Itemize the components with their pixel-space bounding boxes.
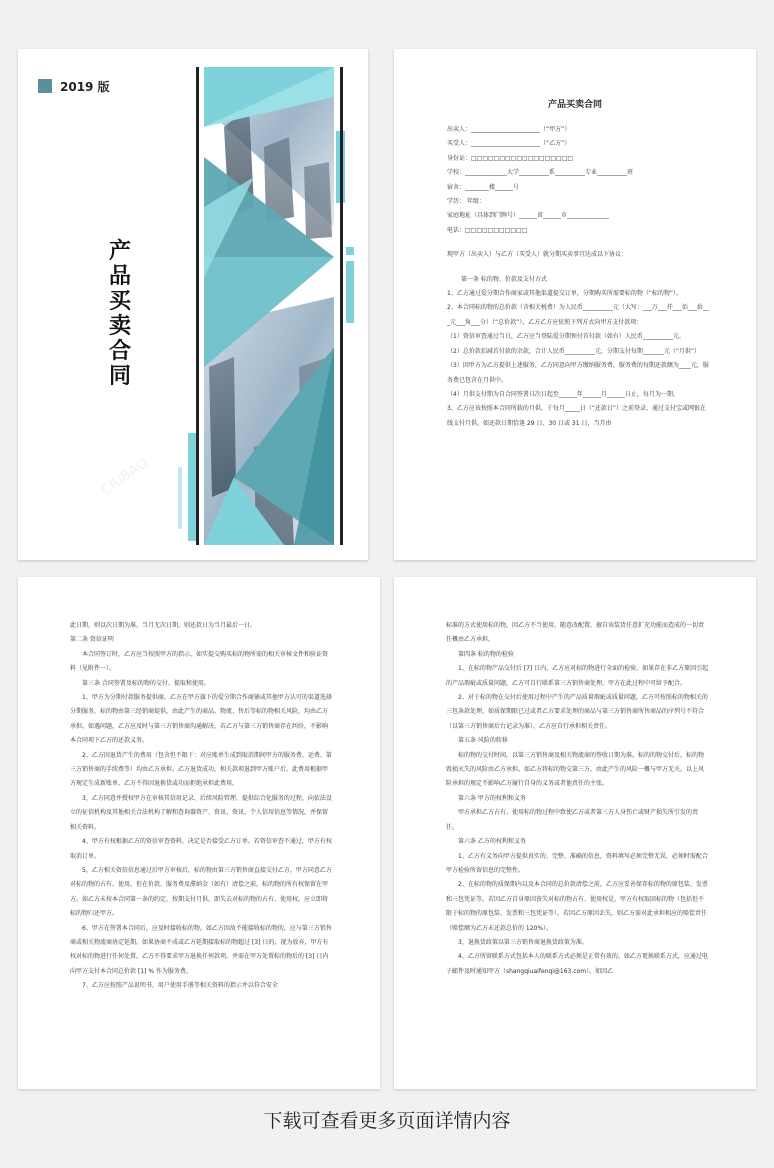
article-heading: 第一条 标的物、价款及支付方式 <box>461 275 547 283</box>
agreement-intro: 现甲方（出卖人）与乙方（买受人）就分期买卖事宜达成以下协议： <box>447 251 628 259</box>
clause-text: 3、乙方同意并授权甲方在审核其信用记录、后续风险管理、提供综合化服务的过程，向依法设立的征信机构及其他相关合法机构了解和查询器资产、资讯、资讯、个人信用信息等情况，并保留相关资料。 <box>70 794 332 831</box>
clause-text: （4）月供支付期为自合同签署日次日起至______年______月______日止，每月为一期。 <box>447 390 679 398</box>
buyer-line: 买受人：_______________________（“乙方”） <box>447 140 571 148</box>
school-line: 学校：______________大学__________系__________专业__________班 <box>447 169 634 177</box>
contract-page-3[interactable] <box>394 577 756 1089</box>
clause-text: （3）因甲方为乙方提供上述服务，乙方同意向甲方缴纳服务费，服务费的每期还款额为____元，服务费已包含在月供中。 <box>447 362 709 384</box>
download-more-caption[interactable]: 下载可查看更多页面详情内容 <box>263 1110 511 1132</box>
education-line: 学历： 年级： <box>447 198 485 206</box>
clause-text: 2、在标的物的质保期内以及本合同的总价款清偿之前，乙方应妥善保存标的物的原包装、发票和三包凭证等。若因乙方自身原因丧失对标的物占有、使用权是，甲方有权取回标的物（包括但不限于标的物的原包装、发票和三包凭证等）。若因乙方原因丢失，则乙方需对此承担相应的赔偿责任（赔偿额为乙方未还款总价的 120%）。 <box>446 881 708 932</box>
watermark: CRIBAO <box>98 455 152 499</box>
phone-line: 电话：□□□□□□□□□□□ <box>447 226 528 234</box>
contract-title: 产品买卖合同 <box>547 100 602 110</box>
clause-text: 1、在标的物产品交付后 [7] 日内，乙方应对标的物进行全面的检验，如果存在非乙方原因引起的产品瑕疵或质量问题，乙方可自行联系第三方销售商处理，甲方在此过程中可给予配合。 <box>446 665 709 687</box>
decor-bar <box>178 467 182 529</box>
article-heading: 第二条 资信证明 <box>70 636 114 644</box>
contract-body <box>447 123 709 431</box>
article-heading: 第五条 风险的转移 <box>458 737 508 745</box>
clause-text: 本合同签订时，乙方应当按照甲方的指示，如实提交购买标的物所需的相关审核文件和验证资料（见附件一）。 <box>70 650 329 673</box>
contract-page-2[interactable] <box>18 577 380 1089</box>
clause-text: 1、乙方有义务向甲方提供真实的、完整、准确的信息，资料填写必须完整无误，必须时需配合甲方检验所留信息的完整性。 <box>446 852 708 874</box>
clause-text: 4、乙方所留联系方式包括本人的联系方式必须是正常有效的。如乙方更换联系方式，应通过电子邮件及时通知甲方（shangqiuaifenqi@163.com）。如因乙 <box>446 953 708 975</box>
clause-text: 3、退换货政策以第三方销售商退换货政策为准。 <box>458 938 588 946</box>
clause-text: 此日期，则以次日期为准，当月无次日期，则还款日为当月最后一日。 <box>70 622 257 629</box>
clause-text: 4、甲方有权根据乙方的资信审查资料，决定是否接受乙方订单。若资信审查不通过，甲方有权取消订单。 <box>70 838 332 860</box>
clause-text: 1、甲方为分期付款服务提供商。乙方在甲方旗下的爱分期合作商铺或其他甲方认可的渠道选择分期服务，标的物由第三经销商提供，由此产生的商品、物流、售后等标的物相关风险，均由乙方承担。如遇问题，乙方应及时与第三方销售商沟通解决。若乙方与第三方销售商存在纠纷，不影响本合同项下乙方的还款义务。 <box>70 694 332 745</box>
id-line: 身份证：□□□□□□□□□□□□□□□□□□ <box>447 154 574 162</box>
address-line: 家庭地址（具体到门牌号）______省______市______________ <box>447 212 610 220</box>
clause-text: 1、乙方通过爱分期合作商家或其他渠道提交订单，分期购买所需要标的物（“标的物”）。 <box>447 290 683 298</box>
clause-text: （2）总价款扣减首付款的余款，合计人民币__________元，分期支付每期_______元（“月供”） <box>447 347 701 355</box>
dorm-line: 宿舍：________楼______号 <box>447 183 520 191</box>
clause-text: 3、乙方应该按照本合同所载的月供，于每月_____日（“还款日”）之前登录，通过支付宝或网银在线支付月供。如还款日期恰逢 29 日、30 日或 31 日，当月由 <box>447 405 707 427</box>
cover-edition-label: 2019 版 <box>60 80 110 94</box>
clause-text: 2、乙方因退货产生的费用（包含但不限于：对应账单生成到取消期间甲方的服务费、运费、第三方销售商的手续费等）均由乙方承担。乙方退货成功，相关款项退到甲方账户后，此费用根据甲方规定生成新账单，乙方不得因退换货或功而拒绝承担此费用。 <box>70 751 332 788</box>
clause-text: 标的物的交付时间，以第三方销售商及相关物流商的签收日期为准。标的的物交付后，标的物毁损灭失的风险由乙方承担。如乙方将标的物交第三方，由此产生的风险一概与甲方无关，以上风险承担的规定不影响乙方履行自身的义务或者他责任的主张。 <box>446 751 705 788</box>
cover-title: 产品买卖合同 <box>108 239 131 389</box>
clause-text: 7、乙方应按照产品说明书、用户使用手册等相关资料的指示并以符合安全 <box>82 982 278 990</box>
clause-text: 2、对于标的物在交付后使用过程中产生的产品质量瑕疵或质量问题，乙方可按照标的物相关的三包条款处理，如质保期限已过或者乙方要求处理的商品与第三方销售商所售商品的序列号不符合（以第三方销售商后台记录为准），乙方应自行承担相关责任。 <box>446 694 708 730</box>
cover-art-geometric <box>194 67 354 545</box>
cover-page[interactable] <box>18 49 368 560</box>
clause-text: 5、乙方相关资信信息通过后甲方审核后，标的物由第三方销售商直接交付乙方，甲方同意乙方对标的物的占有、使用，但在价款、服务费及滞纳金（如有）清偿之前，标的物的所有权保留在甲方。如乙方未按本合同第一条的约定，按期支付月供，即失去对标的物的占有、使用权，应立即将标的物归还甲方。 <box>70 866 332 918</box>
article-heading: 第四条 标的物的检验 <box>458 650 514 658</box>
clause-text: 6、甲方在签署本合同后，应及时接收标的物。如乙方因故不能接收标的物的，应与第三方销售商或相关物流商协定延期。如果协商不成或乙方延期接取标的物超过 [3] 日的，视为放弃，甲方有权对标的物进行任何处置。乙方不得要求甲方退换任何款项，并需在甲方处置标的物后的 [3] 日内向甲方支付本合同总价款 [1] % 作为服务费。 <box>70 924 332 975</box>
article-heading: 第六条 甲方的权利和义务 <box>458 794 526 802</box>
contract-body <box>70 619 333 994</box>
clause-text: 甲方承担乙方占有、使用标的物过程中致使乙方或者第三方人身伤亡或财产损失所引发的责任。 <box>446 809 699 831</box>
clause-text: 标准的方式使用标的物，因乙方不当使用、随意改配置、擅自该装货任意扩充功能而造成的一切责任概由乙方承担。 <box>446 622 705 644</box>
article-heading: 第六条 乙方的权利和义务 <box>458 838 526 846</box>
article-heading: 第三条 合同签署及标的物的交付、提取和使用。 <box>82 679 210 687</box>
contract-body <box>446 619 709 979</box>
clause-text: （1）资信审查通过当日，乙方应当登陆爱分期预付首付款（如有）人民币__________元。 <box>447 333 685 341</box>
edition-badge-square <box>38 79 52 93</box>
clause-text: 2、本合同标的物的总价款（含相关税费）为人民币__________元（大写：___万___仟___佰___拾___元___角___分）（“总价款”），乙方乙方应依照下列方式向甲方支付款项： <box>447 304 709 326</box>
contract-page-1[interactable] <box>394 49 756 560</box>
seller-line: 出卖人：_______________________（“甲方”） <box>447 126 571 133</box>
